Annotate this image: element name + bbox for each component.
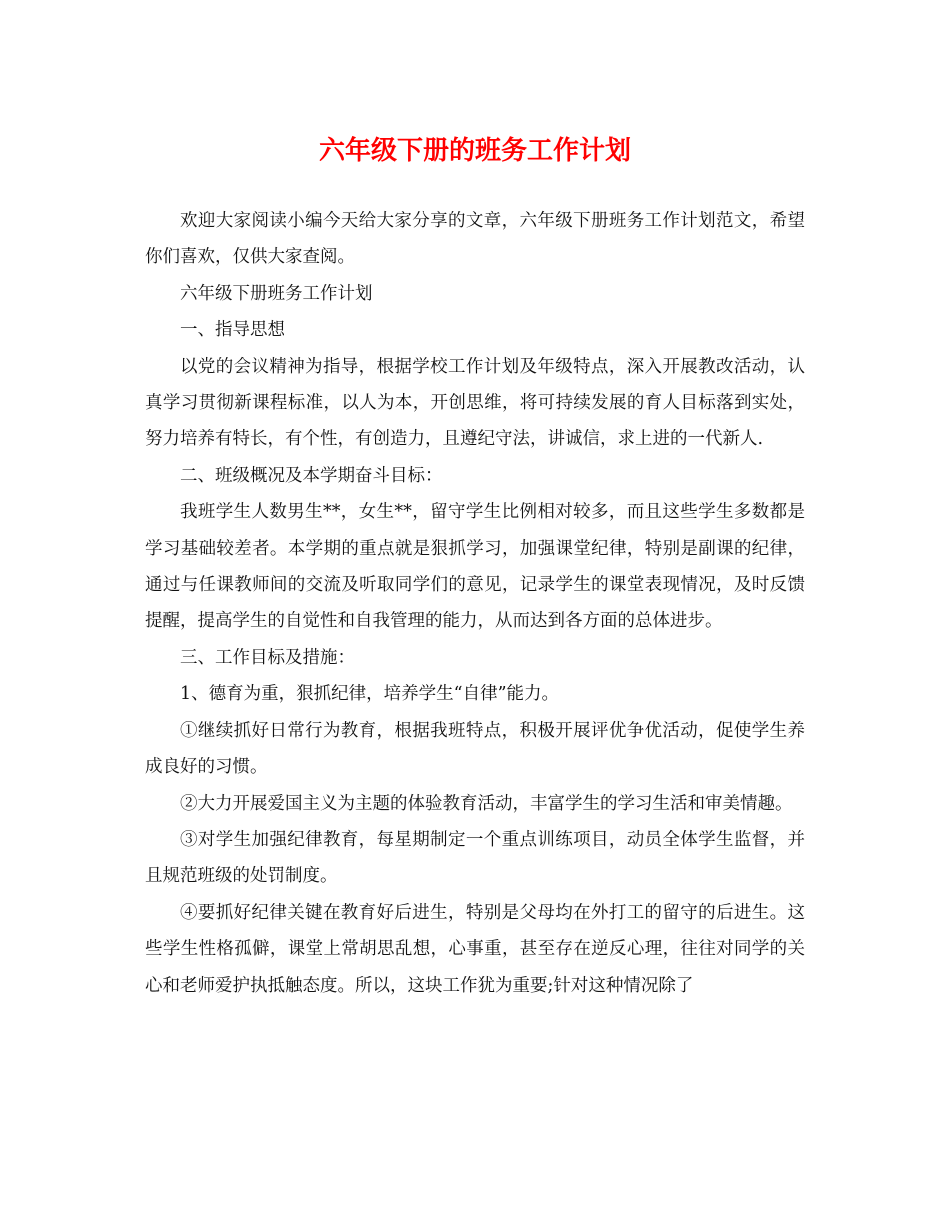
measure-item-3: ③对学生加强纪律教育，每星期制定一个重点训练项目，动员全体学生监督，并且规范班级的处罚制度。 xyxy=(145,829,805,887)
class-overview-paragraph: 我班学生人数男生**，女生**，留守学生比例相对较多，而且这些学生多数都是学习基础较差者。本学期的重点就是狠抓学习，加强课堂纪律，特别是副课的纪律，通过与任课教师间的交流及听取同学们的意见，记录学生的课堂表现情况，及时反馈提醒，提高学生的自觉性和自我管理的能力，从而达到各方面的总体进步。 xyxy=(145,502,805,632)
document-title: 六年级下册的班务工作计划 xyxy=(318,136,631,166)
section-heading-class-overview: 二、班级概况及本学期奋斗目标： xyxy=(180,465,443,486)
section-heading-guiding-ideology: 一、指导思想 xyxy=(180,320,285,341)
measure-item-2: ②大力开展爱国主义为主题的体验教育活动，丰富学生的学习生活和审美情趣。 xyxy=(180,793,793,814)
intro-paragraph: 欢迎大家阅读小编今天给大家分享的文章，六年级下册班务工作计划范文，希望你们喜欢，仅供大家查阅。 xyxy=(145,211,805,268)
document-body xyxy=(145,203,805,1004)
subtitle-paragraph: 六年级下册班务工作计划 xyxy=(180,283,373,304)
guiding-ideology-paragraph: 以党的会议精神为指导，根据学校工作计划及年级特点，深入开展教改活动，认真学习贯彻新课程标准，以人为本，开创思维，将可持续发展的育人目标落到实处，努力培养有特长，有个性，有创造力，且遵纪守法，讲诚信，求上进的一代新人. xyxy=(145,356,805,450)
goal-item-1: 1、德育为重，狠抓纪律，培养学生“自律”能力。 xyxy=(180,684,560,705)
section-heading-goals-measures: 三、工作目标及措施： xyxy=(180,647,355,668)
measure-item-4: ④要抓好纪律关键在教育好后进生，特别是父母均在外打工的留守的后进生。这些学生性格孤僻，课堂上常胡思乱想，心事重，甚至存在逆反心理，往往对同学的关心和老师爱护执抵触态度。所以，这块工作犹为重要;针对这种情况除了 xyxy=(145,902,805,996)
measure-item-1: ①继续抓好日常行为教育，根据我班特点，积极开展评优争优活动，促使学生养成良好的习惯。 xyxy=(145,720,805,778)
